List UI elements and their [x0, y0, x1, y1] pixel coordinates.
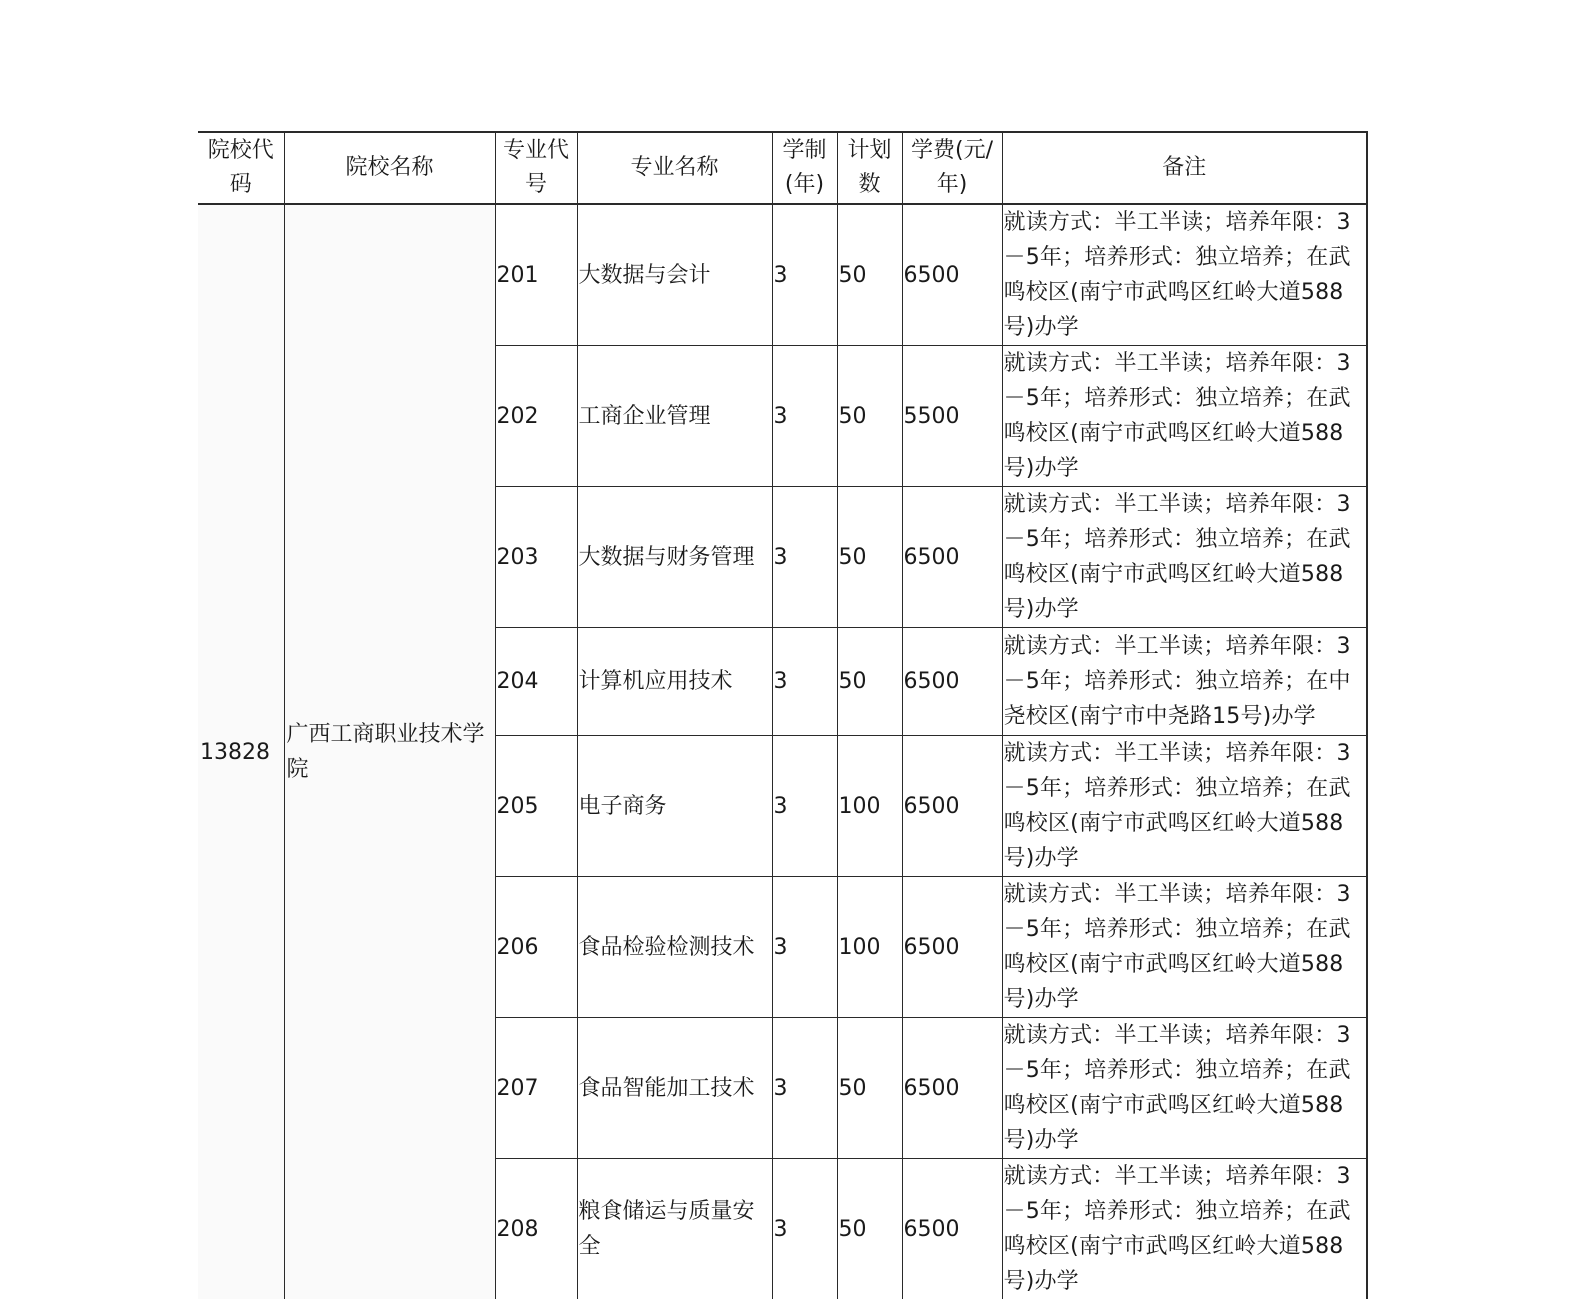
- duration-cell: 3: [772, 736, 837, 877]
- tuition-cell: 6500: [902, 204, 1002, 346]
- major-name-cell: 电子商务: [577, 736, 772, 877]
- plan-count-cell: 50: [837, 1018, 902, 1159]
- header-plan-count: 计划数: [837, 132, 902, 204]
- major-code-cell: 204: [495, 628, 577, 736]
- major-code-cell: 202: [495, 346, 577, 487]
- school-code-cell: 13828: [198, 204, 284, 1299]
- duration-cell: 3: [772, 346, 837, 487]
- major-code-cell: 206: [495, 877, 577, 1018]
- header-school-code: 院校代码: [198, 132, 284, 204]
- plan-count-cell: 50: [837, 487, 902, 628]
- major-code-cell: 208: [495, 1159, 577, 1299]
- remarks-cell: 就读方式：半工半读；培养年限：3－5年；培养形式：独立培养；在武鸣校区(南宁市武鸣区红岭大道588号)办学: [1002, 1159, 1367, 1299]
- duration-cell: 3: [772, 204, 837, 346]
- table-row: [198, 204, 1367, 346]
- tuition-cell: 6500: [902, 736, 1002, 877]
- duration-cell: 3: [772, 487, 837, 628]
- table-header-row: [198, 132, 1367, 204]
- header-duration: 学制(年): [772, 132, 837, 204]
- major-name-cell: 食品检验检测技术: [577, 877, 772, 1018]
- major-name-cell: 大数据与会计: [577, 204, 772, 346]
- major-name-cell: 工商企业管理: [577, 346, 772, 487]
- major-name-cell: 粮食储运与质量安全: [577, 1159, 772, 1299]
- remarks-cell: 就读方式：半工半读；培养年限：3－5年；培养形式：独立培养；在武鸣校区(南宁市武鸣区红岭大道588号)办学: [1002, 736, 1367, 877]
- duration-cell: 3: [772, 877, 837, 1018]
- remarks-cell: 就读方式：半工半读；培养年限：3－5年；培养形式：独立培养；在武鸣校区(南宁市武鸣区红岭大道588号)办学: [1002, 487, 1367, 628]
- major-code-cell: 207: [495, 1018, 577, 1159]
- header-school-name: 院校名称: [284, 132, 495, 204]
- duration-cell: 3: [772, 628, 837, 736]
- header-major-name: 专业名称: [577, 132, 772, 204]
- tuition-cell: 6500: [902, 877, 1002, 1018]
- plan-count-cell: 100: [837, 736, 902, 877]
- header-remarks: 备注: [1002, 132, 1367, 204]
- plan-count-cell: 100: [837, 877, 902, 1018]
- header-major-code: 专业代号: [495, 132, 577, 204]
- remarks-cell: 就读方式：半工半读；培养年限：3－5年；培养形式：独立培养；在武鸣校区(南宁市武鸣区红岭大道588号)办学: [1002, 1018, 1367, 1159]
- major-code-cell: 203: [495, 487, 577, 628]
- tuition-cell: 5500: [902, 346, 1002, 487]
- header-tuition: 学费(元/年): [902, 132, 1002, 204]
- plan-count-cell: 50: [837, 204, 902, 346]
- school-name-cell: 广西工商职业技术学院: [284, 204, 495, 1299]
- major-code-cell: 201: [495, 204, 577, 346]
- tuition-cell: 6500: [902, 487, 1002, 628]
- duration-cell: 3: [772, 1159, 837, 1299]
- major-name-cell: 食品智能加工技术: [577, 1018, 772, 1159]
- major-name-cell: 大数据与财务管理: [577, 487, 772, 628]
- major-name-cell: 计算机应用技术: [577, 628, 772, 736]
- duration-cell: 3: [772, 1018, 837, 1159]
- plan-count-cell: 50: [837, 346, 902, 487]
- tuition-cell: 6500: [902, 628, 1002, 736]
- plan-count-cell: 50: [837, 1159, 902, 1299]
- enrollment-plan-table: [198, 131, 1368, 1299]
- major-code-cell: 205: [495, 736, 577, 877]
- tuition-cell: 6500: [902, 1018, 1002, 1159]
- remarks-cell: 就读方式：半工半读；培养年限：3－5年；培养形式：独立培养；在武鸣校区(南宁市武鸣区红岭大道588号)办学: [1002, 877, 1367, 1018]
- plan-count-cell: 50: [837, 628, 902, 736]
- remarks-cell: 就读方式：半工半读；培养年限：3－5年；培养形式：独立培养；在中尧校区(南宁市中尧路15号)办学: [1002, 628, 1367, 736]
- remarks-cell: 就读方式：半工半读；培养年限：3－5年；培养形式：独立培养；在武鸣校区(南宁市武鸣区红岭大道588号)办学: [1002, 346, 1367, 487]
- remarks-cell: 就读方式：半工半读；培养年限：3－5年；培养形式：独立培养；在武鸣校区(南宁市武鸣区红岭大道588号)办学: [1002, 204, 1367, 346]
- tuition-cell: 6500: [902, 1159, 1002, 1299]
